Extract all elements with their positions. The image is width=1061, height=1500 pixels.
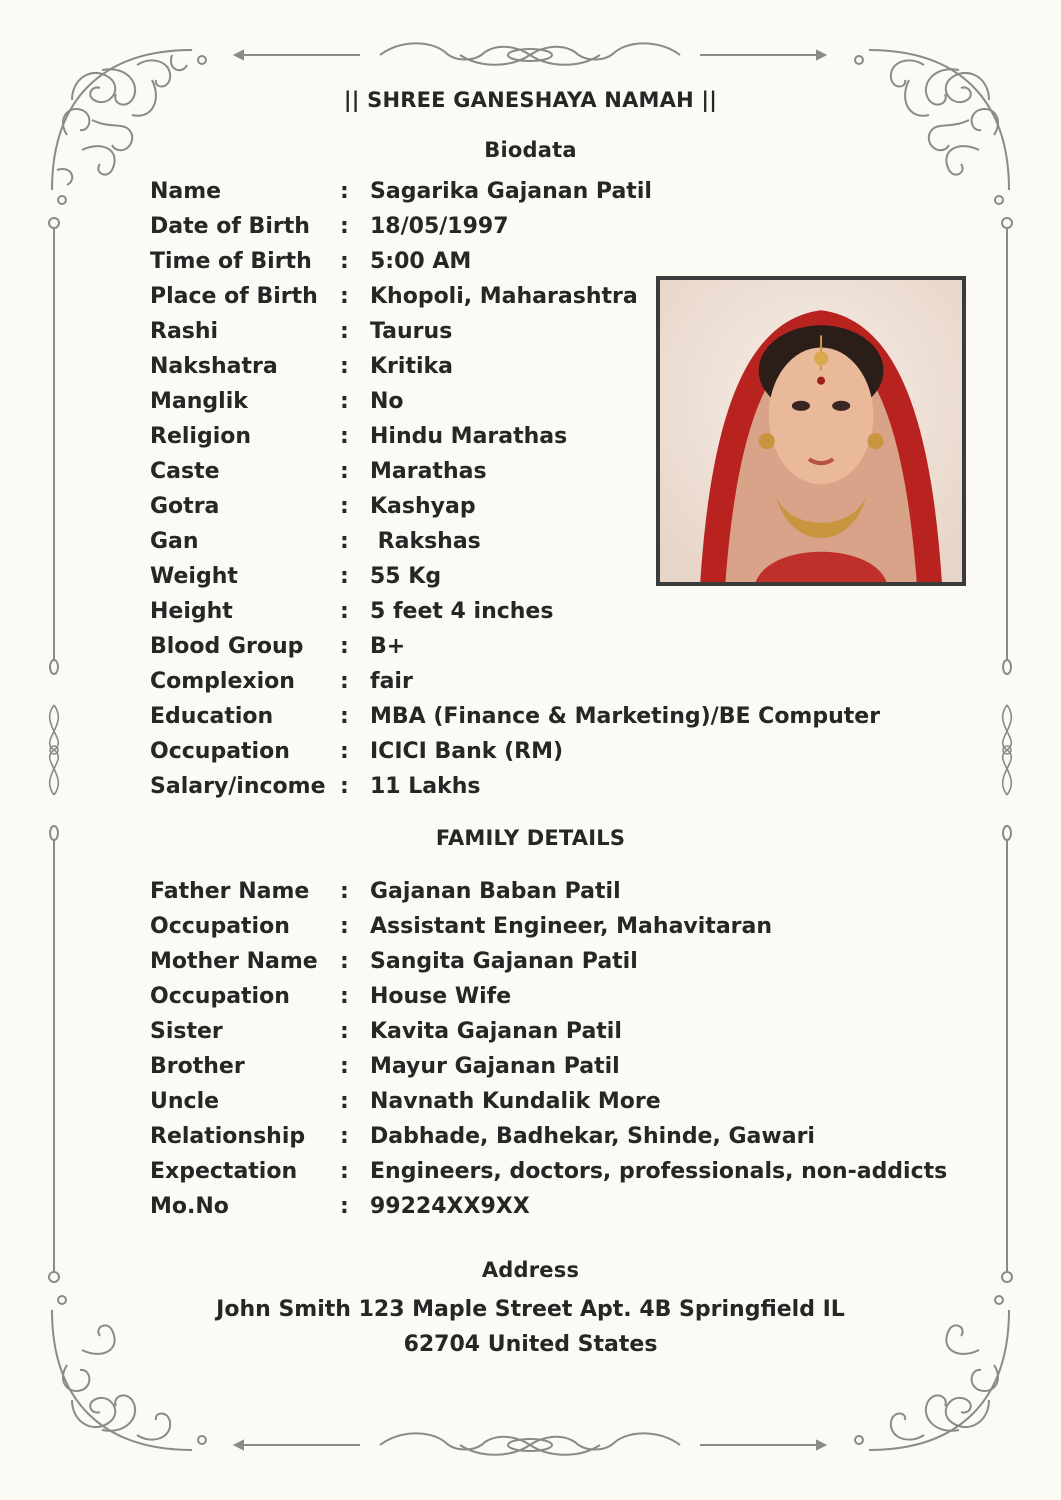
detail-value: Navnath Kundalik More (370, 1089, 661, 1114)
detail-value: Sagarika Gajanan Patil (370, 179, 652, 204)
detail-row (150, 244, 880, 279)
detail-row (150, 1189, 947, 1224)
detail-separator: : (340, 1054, 349, 1079)
detail-label: Place of Birth (150, 284, 318, 309)
detail-value: No (370, 389, 404, 414)
detail-value: Marathas (370, 459, 487, 484)
detail-separator: : (340, 389, 349, 414)
detail-value: Khopoli, Maharashtra (370, 284, 638, 309)
detail-label: Height (150, 599, 233, 624)
detail-separator: : (340, 284, 349, 309)
detail-row (150, 1119, 947, 1154)
detail-value: 11 Lakhs (370, 774, 481, 799)
detail-separator: : (340, 634, 349, 659)
detail-value: Assistant Engineer, Mahavitaran (370, 914, 773, 939)
detail-label: Relationship (150, 1124, 306, 1149)
detail-row (150, 1014, 947, 1049)
detail-label: Rashi (150, 319, 219, 344)
detail-label: Expectation (150, 1159, 298, 1184)
detail-label: Manglik (150, 389, 248, 414)
detail-label: Gan (150, 529, 199, 554)
detail-row (150, 734, 880, 769)
right-upper-border-icon (1000, 215, 1014, 675)
detail-row (150, 594, 880, 629)
detail-separator: : (340, 424, 349, 449)
detail-row (150, 664, 880, 699)
detail-separator: : (340, 529, 349, 554)
right-lower-border-icon (1000, 825, 1014, 1285)
detail-separator: : (340, 984, 349, 1009)
biodata-heading: Biodata (484, 138, 577, 162)
detail-separator: : (340, 179, 349, 204)
detail-label: Salary/income (150, 774, 326, 799)
detail-label: Complexion (150, 669, 295, 694)
detail-row (150, 769, 880, 804)
detail-separator: : (340, 704, 349, 729)
detail-value: Engineers, doctors, professionals, non-addicts (370, 1159, 948, 1184)
detail-label: Sister (150, 1019, 223, 1044)
detail-row (150, 1049, 947, 1084)
bride-portrait-icon (660, 280, 962, 582)
detail-row (150, 629, 880, 664)
detail-separator: : (340, 599, 349, 624)
detail-label: Mother Name (150, 949, 318, 974)
detail-row (150, 1084, 947, 1119)
detail-value: 5:00 AM (370, 249, 472, 274)
detail-separator: : (340, 774, 349, 799)
detail-separator: : (340, 739, 349, 764)
detail-value: Mayur Gajanan Patil (370, 1054, 620, 1079)
detail-separator: : (340, 214, 349, 239)
detail-label: Mo.No (150, 1194, 229, 1219)
profile-photo (656, 276, 966, 586)
detail-label: Time of Birth (150, 249, 312, 274)
detail-label: Gotra (150, 494, 220, 519)
detail-separator: : (340, 1159, 349, 1184)
invocation-heading: || SHREE GANESHAYA NAMAH || (343, 88, 718, 112)
detail-separator: : (340, 354, 349, 379)
detail-separator: : (340, 949, 349, 974)
address-line-1: John Smith 123 Maple Street Apt. 4B Springfield IL (216, 1297, 845, 1322)
detail-row (150, 209, 880, 244)
detail-label: Occupation (150, 739, 290, 764)
family-details-heading: FAMILY DETAILS (435, 826, 626, 850)
address-heading: Address (481, 1258, 580, 1282)
detail-label: Education (150, 704, 274, 729)
detail-value: 5 feet 4 inches (370, 599, 554, 624)
left-lower-border-icon (47, 825, 61, 1285)
detail-row (150, 1154, 947, 1189)
detail-label: Date of Birth (150, 214, 310, 239)
detail-separator: : (340, 1019, 349, 1044)
detail-row (150, 909, 947, 944)
detail-value: Hindu Marathas (370, 424, 568, 449)
detail-separator: : (340, 319, 349, 344)
detail-value: Gajanan Baban Patil (370, 879, 621, 904)
detail-value: B+ (370, 634, 406, 659)
detail-label: Weight (150, 564, 238, 589)
detail-separator: : (340, 879, 349, 904)
detail-label: Name (150, 179, 222, 204)
detail-label: Occupation (150, 914, 290, 939)
detail-value: Taurus (370, 319, 453, 344)
right-knot-icon (987, 700, 1027, 800)
detail-value: Dabhade, Badhekar, Shinde, Gawari (370, 1124, 815, 1149)
detail-separator: : (340, 564, 349, 589)
detail-label: Uncle (150, 1089, 220, 1114)
detail-label: Brother (150, 1054, 245, 1079)
detail-row (150, 174, 880, 209)
left-upper-border-icon (47, 215, 61, 675)
detail-row (150, 699, 880, 734)
detail-separator: : (340, 494, 349, 519)
detail-label: Occupation (150, 984, 290, 1009)
detail-value: 99224XX9XX (370, 1194, 530, 1219)
detail-row (150, 979, 947, 1014)
detail-row (150, 874, 947, 909)
detail-value: House Wife (370, 984, 512, 1009)
detail-value: Kashyap (370, 494, 476, 519)
detail-value: ICICI Bank (RM) (370, 739, 564, 764)
detail-separator: : (340, 669, 349, 694)
detail-label: Religion (150, 424, 252, 449)
address-block (0, 1292, 1061, 1362)
top-flourish-icon (230, 40, 830, 70)
detail-label: Caste (150, 459, 220, 484)
detail-value: Sangita Gajanan Patil (370, 949, 638, 974)
detail-label: Father Name (150, 879, 310, 904)
detail-value: 55 Kg (370, 564, 442, 589)
detail-row (150, 944, 947, 979)
detail-label: Nakshatra (150, 354, 278, 379)
detail-separator: : (340, 249, 349, 274)
detail-separator: : (340, 1089, 349, 1114)
family-details (150, 874, 947, 1224)
detail-value: 18/05/1997 (370, 214, 509, 239)
left-knot-icon (34, 700, 74, 800)
detail-value: MBA (Finance & Marketing)/BE Computer (370, 704, 881, 729)
detail-value: Rakshas (370, 529, 481, 554)
address-line-2: 62704 United States (403, 1332, 658, 1357)
detail-separator: : (340, 459, 349, 484)
bottom-flourish-icon (230, 1430, 830, 1460)
detail-separator: : (340, 1124, 349, 1149)
detail-value: fair (370, 669, 413, 694)
detail-separator: : (340, 914, 349, 939)
detail-value: Kritika (370, 354, 453, 379)
detail-value: Kavita Gajanan Patil (370, 1019, 622, 1044)
detail-separator: : (340, 1194, 349, 1219)
detail-label: Blood Group (150, 634, 304, 659)
